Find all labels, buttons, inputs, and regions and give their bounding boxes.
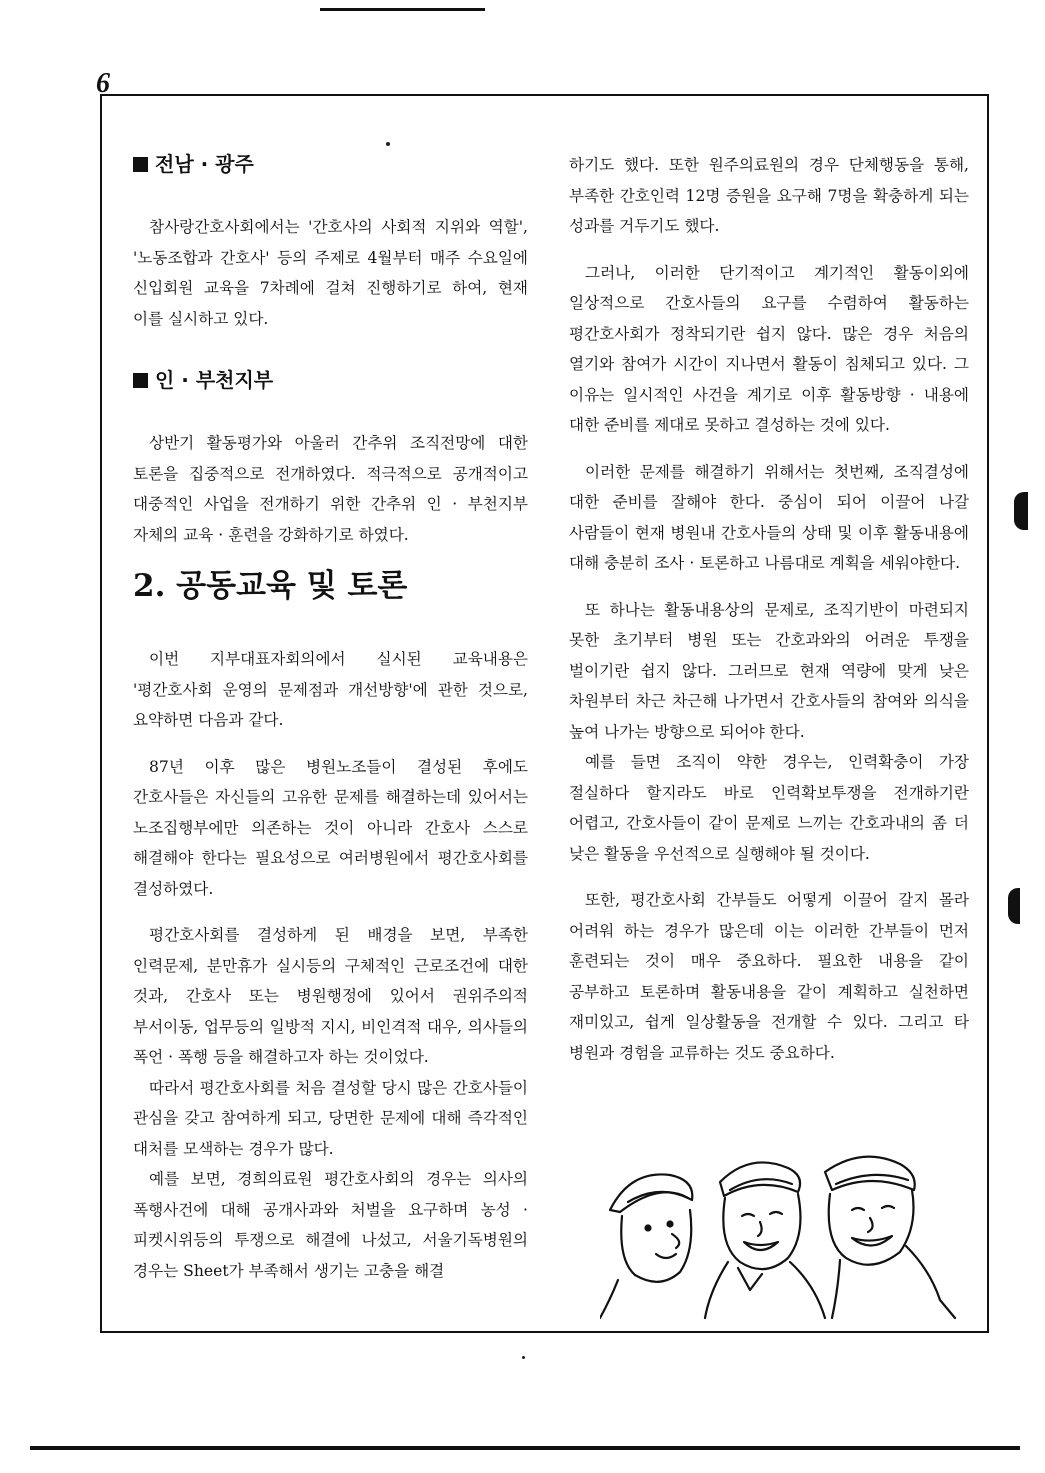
page-number: 6 xyxy=(96,68,110,99)
paragraph: 이러한 문제를 해결하기 위해서는 첫번째, 조직결성에 대한 준비를 잘해야 한다. 중심이 되어 이끌어 나갈 사람들이 현재 병원내 간호사들의 상태 및 이후 활동내용에 대해 충분히 조사 · 토론하고 나름대로 계획을 세워야한다. xyxy=(569,462,969,572)
paragraph: 예를 들면 조직이 약한 경우는, 인력확충이 가장 절실하다 할지라도 바로 인력확보투쟁을 전개하기란 어렵고, 간호사들이 같이 문제로 느끼는 간호과내의 좀 더 낮은 활동을 우선적으로 실행해야 될 것이다. xyxy=(569,753,969,863)
three-nurses-cartoon-icon xyxy=(600,1150,960,1320)
section-heading-jeonnam xyxy=(133,152,528,176)
paragraph: 참사랑간호사회에서는 '간호사의 사회적 지위와 역할', '노동조합과 간호사' 등의 주제로 4월부터 매주 수요일에 신입회원 교육을 7차례에 걸쳐 진행하기로 하여, 현재 이를 실시하고 있다. xyxy=(133,218,528,328)
paragraph: 상반기 활동평가와 아울러 간추위 조직전망에 대한 토론을 집중적으로 전개하였다. 적극적으로 공개적이고 대중적인 사업을 전개하기 위한 간추위 인 · 부천지부 자체의 교육 · 훈련을 강화하기로 하였다. xyxy=(133,434,528,544)
square-bullet-icon xyxy=(133,373,148,388)
side-tab-mark xyxy=(1014,492,1028,530)
scan-speck xyxy=(522,1356,525,1359)
scan-speck xyxy=(386,142,390,146)
chapter-heading: 2. 공동교육 및 토론 xyxy=(133,568,408,604)
right-column xyxy=(569,150,969,1084)
side-tab-mark xyxy=(1008,888,1020,924)
paragraph: 87년 이후 많은 병원노조들이 결성된 후에도 간호사들은 자신들의 고유한 문제를 해결하는데 있어서는 노조집행부에만 의존하는 것이 아니라 간호사 스스로 해결해야 한다는 필요성으로 여러병원에서 평간호사회를 결성하였다. xyxy=(133,757,528,898)
paragraph: 평간호사회를 결성하게 된 배경을 보면, 부족한 인력문제, 분만휴가 실시등의 구체적인 근로조건에 대한 것과, 간호사 또는 병원행정에 있어서 권위주의적 부서이동, 업무등의 일방적 지시, 비인격적 대우, 의사들의 폭언 · 폭행 등을 해결하고자 하는 것이었다. xyxy=(133,926,528,1066)
section-title: 전남 · 광주 xyxy=(155,152,254,176)
paragraph: 이번 지부대표자회의에서 실시된 교육내용은 '평간호사회 운영의 문제점과 개선방향'에 관한 것으로, 요약하면 다음과 같다. xyxy=(133,650,528,729)
bottom-rule xyxy=(30,1446,1020,1450)
paragraph: 하기도 했다. 또한 원주의료원의 경우 단체행동을 통해, 부족한 간호인력 12명 증원을 요구해 7명을 확충하게 되는 성과를 거두기도 했다. xyxy=(569,156,969,235)
section-heading-bucheon xyxy=(133,368,528,392)
paragraph: 따라서 평간호사회를 처음 결성할 당시 많은 간호사들이 관심을 갖고 참여하게 되고, 당면한 문제에 대해 즉각적인 대처를 모색하는 경우가 많다. xyxy=(133,1078,528,1158)
paragraph: 또 하나는 활동내용상의 문제로, 조직기반이 마련되지 못한 초기부터 병원 또는 간호과와의 어려운 투쟁을 벌이기란 쉽지 않다. 그러므로 현재 역량에 맞게 낮은 차원부터 차근 차근해 나가면서 간호사들의 참여와 의식을 높여 나가는 방향으로 되어야 한다. xyxy=(569,600,969,741)
section-title: 인 · 부천지부 xyxy=(155,368,274,392)
square-bullet-icon xyxy=(133,157,148,172)
top-rule xyxy=(320,8,485,11)
left-column xyxy=(133,150,528,1286)
paragraph: 그러나, 이러한 단기적이고 계기적인 활동이외에 일상적으로 간호사들의 요구를 수렴하여 활동하는 평간호사회가 정착되기란 쉽지 않다. 많은 경우 처음의 열기와 참여가 시간이 지나면서 활동이 침체되고 있다. 그 이유는 일시적인 사건을 계기로 이후 활동방향 · 내용에 대한 준비를 제대로 못하고 결성하는 것에 있다. xyxy=(569,263,969,434)
paragraph: 또한, 평간호사회 간부들도 어떻게 이끌어 갈지 몰라 어려워 하는 경우가 많은데 이는 이러한 간부들이 먼저 훈련되는 것이 매우 중요하다. 필요한 내용을 같이 공부하고 토론하며 활동내용을 같이 계획하고 실천하면 재미있고, 쉽게 일상활동을 전개할 수 있다. 그리고 타 병원과 경험을 교류하는 것도 중요하다. xyxy=(569,891,969,1062)
paragraph: 예를 보면, 경희의료원 평간호사회의 경우는 의사의 폭행사건에 대해 공개사과와 처벌을 요구하며 농성 · 피켓시위등의 투쟁으로 해결에 나섰고, 서울기독병원의 경우는 Sheet가 부족해서 생기는 고충을 해결 xyxy=(133,1170,528,1280)
